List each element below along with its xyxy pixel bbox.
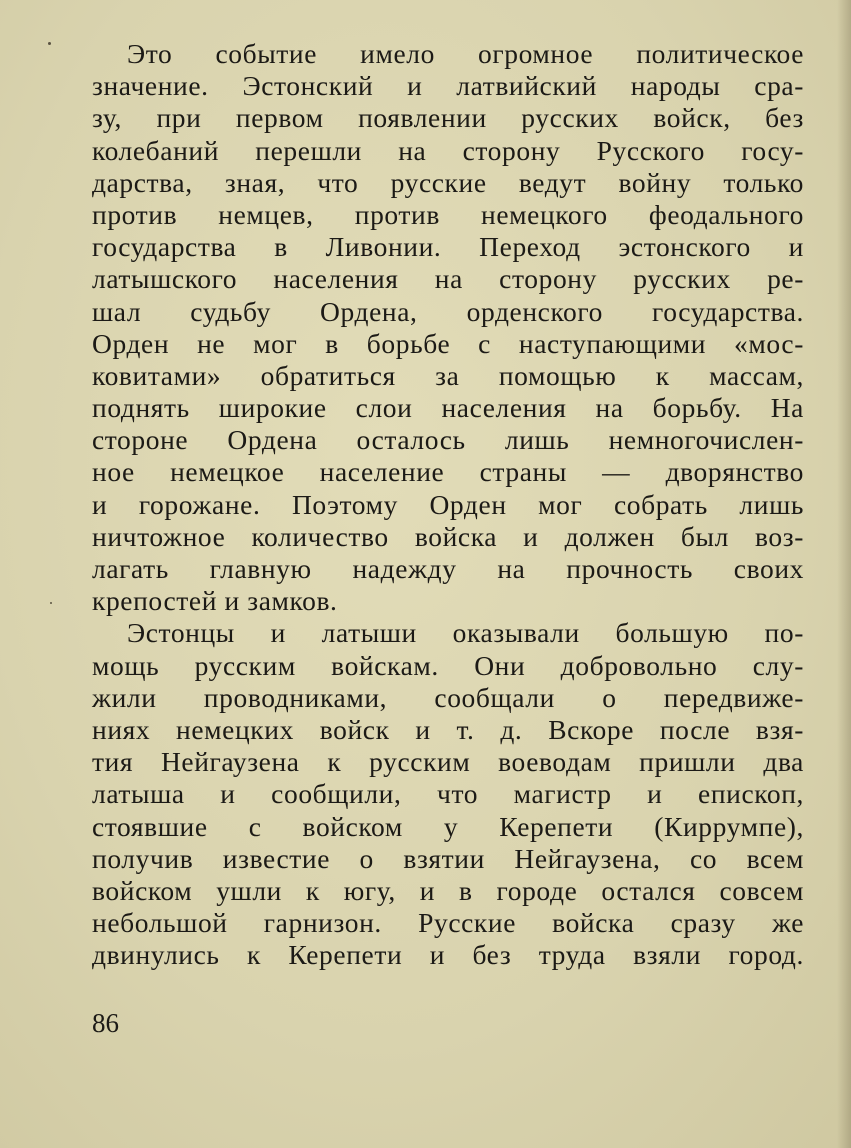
- text-line: крепостей и замков.: [92, 585, 338, 617]
- page-number: 86: [92, 1008, 119, 1038]
- text-line: лагать главную надежду на прочность своих: [92, 553, 804, 584]
- text-line: небольшой гарнизон. Русские войска сразу же: [92, 907, 804, 939]
- text-line: и горожане. Поэтому Орден мог собрать лишь: [92, 488, 804, 520]
- page-edge-shadow: [837, 0, 851, 1148]
- text-line: двинулись к Керепети и без труда взяли город.: [92, 939, 804, 971]
- print-speck: [50, 602, 52, 604]
- text-line: получив известие о взятии Нейгаузена, со всем: [92, 842, 804, 874]
- text-line: против немцев, против немецкого феодального: [92, 198, 804, 230]
- text-line: стороне Ордена осталось лишь немногочислен-: [92, 424, 804, 456]
- text-line: стоявшие с войском у Керепети (Киррумпе),: [92, 810, 804, 842]
- text-line: войском ушли к югу, и в городе остался совсем: [92, 874, 804, 906]
- text-line: дарства, зная, что русские ведут войну только: [92, 166, 804, 198]
- text-line: Эстонцы и латыши оказывали большую по-: [127, 617, 804, 649]
- text-line: шал судьбу Ордена, орденского государства.: [92, 295, 804, 327]
- text-line: зу, при первом появлении русских войск, без: [92, 102, 804, 134]
- text-line: ничтожное количество войска и должен был воз-: [92, 520, 804, 552]
- text-line: ное немецкое население страны — дворянство: [92, 456, 804, 488]
- text-line: поднять широкие слои населения на борьбу. На: [92, 392, 804, 424]
- print-speck: [48, 42, 51, 45]
- text-line: мощь русским войскам. Они добровольно слу-: [92, 649, 804, 681]
- text-line: значение. Эстонский и латвийский народы сра-: [92, 70, 804, 102]
- body-text: [92, 38, 804, 971]
- text-line: колебаний перешли на сторону Русского госу-: [92, 134, 804, 166]
- text-line: латыша и сообщили, что магистр и епископ,: [92, 778, 804, 810]
- text-line: жили проводниками, сообщали о передвиже-: [92, 681, 804, 713]
- text-line: ковитами» обратиться за помощью к массам,: [92, 359, 804, 391]
- text-line: Орден не мог в борьбе с наступающими «мос-: [92, 327, 804, 359]
- text-line: Это событие имело огромное политическое: [127, 38, 804, 69]
- text-line: государства в Ливонии. Переход эстонского и: [92, 231, 804, 263]
- text-line: латышского населения на сторону русских ре-: [92, 263, 804, 295]
- text-line: ниях немецких войск и т. д. Вскоре после взя-: [92, 713, 804, 745]
- text-line: тия Нейгаузена к русским воеводам пришли два: [92, 746, 804, 778]
